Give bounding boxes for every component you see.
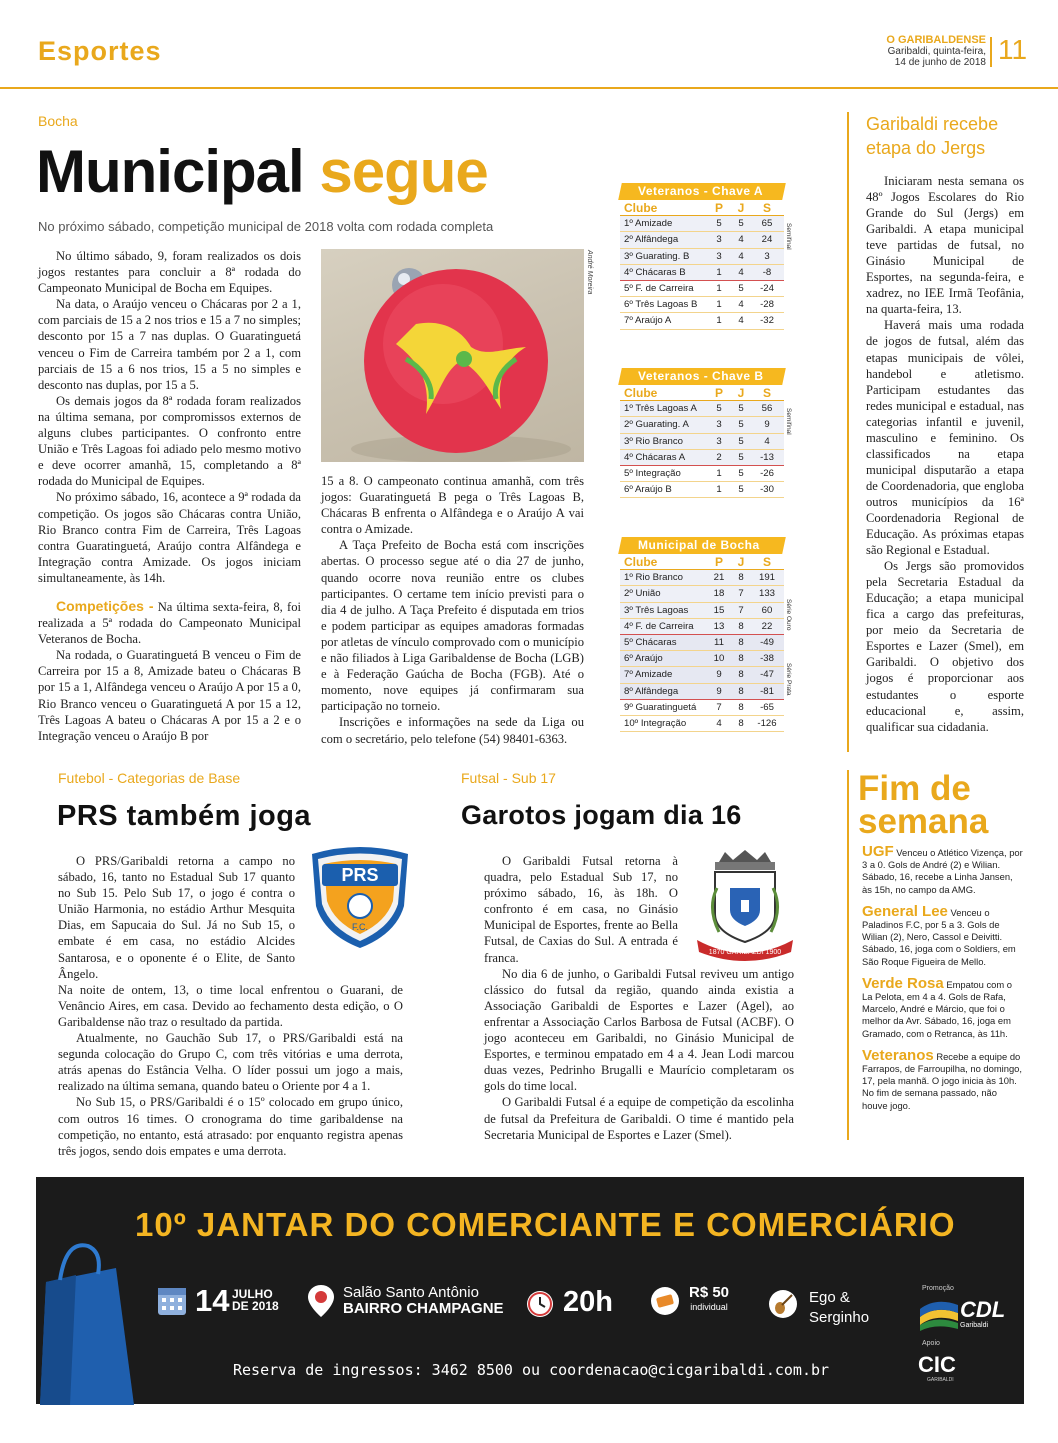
dateline: Garibaldi, quinta-feira, (887, 46, 986, 57)
svg-text:1870 GARIBALDI 1900: 1870 GARIBALDI 1900 (708, 949, 782, 956)
table-veteranos-chave-a (620, 183, 792, 330)
table-row: 4º Chácaras B 1 4 -8 (620, 265, 784, 281)
shopping-bag-graphic (36, 1230, 136, 1405)
paragraph: Na data, o Araújo venceu o Chácaras por 2 a 1, com parciais de 15 a 2 nos trios e 15 a 7 no simples; desconto por 15 a 7 nas duplas. O Guaratinguetá venceu o Fim de Carreira também por 2 a 1, com parciais de 15 a 6 nos trios, 15 a 5 no simples e desconto nas duplas, por 15 a 5. (38, 297, 301, 392)
team-name: General Lee (862, 902, 948, 920)
table-row: 5º Chácaras 11 8 -49 (620, 635, 784, 651)
prs-headline: PRS também joga (57, 800, 312, 832)
paragraph: No próximo sábado, 16, acontece a 9ª rodada da competição. Os jogos são Chácaras contra União, Rio Branco contra Fim de Carreira, Três Lagoas contra Guaratinguetá, Araújo contra Alfândega e Integração contra Amizade. Os jogos iniciam simultaneamente, às 14h. (38, 490, 301, 585)
table-row: 6º Araújo B 1 5 -30 (620, 482, 784, 498)
table-row: 2º Alfândega 3 4 24 (620, 232, 784, 248)
table-row: 4º Chácaras A 2 5 -13 (620, 450, 784, 466)
headline-part-2: segue (319, 138, 488, 205)
paragraph: O Garibaldi Futsal é a equipe de competição da escolinha de futsal da Prefeitura de Garibaldi. O time é mantido pela Secretaria Municipal de Esportes e Lazer (Smel). (484, 1095, 794, 1142)
photo-credit: André Moreira (586, 250, 593, 295)
newspaper-name: O GARIBALDENSE (886, 34, 986, 46)
side-label-prata: Série Prata (785, 663, 792, 696)
ticket-icon (650, 1286, 680, 1316)
table-row: 2º Guarating. A 3 5 9 (620, 417, 784, 433)
svg-text:PRS: PRS (341, 865, 379, 885)
paragraph: O Garibaldi Futsal retorna à quadra, pelo Estadual Sub 17, no próximo sábado, 16, às 18h. O confronto é em casa, no Ginásio Municipal de Esportes, frente ao Bella Futsal, de Caxias do Sul. A entrada é franca. (484, 854, 678, 965)
event-music: Ego & Serginho (809, 1289, 870, 1326)
table-row: 4º F. de Carreira 13 8 22 (620, 619, 784, 635)
bocha-kicker: Bocha (38, 113, 78, 129)
svg-text:F.C.: F.C. (351, 922, 369, 932)
table-row: 3º Guarating. B 3 4 3 (620, 249, 784, 265)
location-pin-icon (307, 1284, 335, 1318)
paragraph: Atualmente, no Gauchão Sub 17, o PRS/Garibaldi está na segunda colocação do Grupo C, com três vitórias e uma derrota, atrás apenas do Estância Velha. O líder possui um jogo a mais, realizado na última semana, quando bateu o Oriente por 4 a 1. (58, 1031, 403, 1094)
table-header-row: Clube P J S (620, 385, 784, 401)
fds-list (862, 843, 1024, 1122)
calendar-icon (157, 1284, 187, 1316)
list-item: Veteranos Recebe a equipe do Farrapos, de Farroupilha, no domingo, 17, pela manhã. O jogo inicia às 10h. No fim de semana passado, não houve jogo. (862, 1046, 1022, 1111)
page-header-info (886, 35, 986, 68)
table-row: 5º F. de Carreira 1 5 -24 (620, 281, 784, 297)
paragraph: O PRS/Garibaldi retorna a campo no sábado, 16, tanto no Estadual Sub 17 quanto no Sub 15. Pelo Sub 17, o jogo é contra o União Harmonia, no estádio Arthur Mesquita Dias, em Sapucaia do Sul. Já no Sub 15, o embate é em casa, no estádio Alcides Santarosa, e o oponente é o Elite, de Santo Ângelo. (58, 854, 295, 981)
list-item: Verde Rosa Empatou com o La Pelota, em 4 a 4. Gols de Rafa, Marcelo, André e Márcio, que foi o melhor da Avr. Sábado, 16, joga em Gramado, com o Retranca, às 11h. (862, 974, 1012, 1039)
table-row: 10º Integração 4 8 -126 (620, 716, 784, 732)
paragraph: Inscrições e informações na sede da Liga ou com o secretário, pelo telefone (54) 98401-6363. (321, 715, 584, 746)
table-row: 7º Amizade 9 8 -47 (620, 667, 784, 683)
jergs-body (866, 173, 1024, 735)
paragraph: A Taça Prefeito de Bocha está com inscrições abertas. O processo segue até o dia 27 de junho, quando ocorre nova reunião entre os clubes participantes. O certame tem início previsti para o dia 4 de julho. A Taça Prefeito é disputada em trios e podem participar as equipes amadoras formadas por atletas de vínculo comprovado com o município e não filiados à Liga Garibaldense de Bocha (LGB) e à Federação Gaúcha de Bocha (FGB). Até o momento, nove equipes já confirmaram sua participação no torneio. (321, 538, 584, 714)
table-header-row: Clube P J S (620, 200, 784, 216)
side-label: Semifinal (785, 408, 792, 435)
list-item: General Lee Venceu o Paladinos F.C, por 5 a 3. Gols de Wilian (2), Nero, Cassol e Deivitti. Sábado, 16, joga com o Soldiers, em São Roque Figueira de Mello. (862, 902, 1016, 967)
paragraph: Os demais jogos da 8ª rodada foram realizados na última semana, por compromissos externos de alguns clubes participantes. O confronto entre União e Três Lagoas foi adiado pelo mesmo motivo e deve ocorrer amanhã, 15, completando a 8ª rodada do Municipal de Equipes. (38, 393, 301, 489)
cdl-logo: CDL Garibaldi (918, 1295, 1008, 1333)
table-row: 2º União 18 7 133 (620, 586, 784, 602)
table-veteranos-chave-b (620, 368, 792, 498)
table-municipal-de-bocha (620, 537, 792, 732)
sidebar-divider (847, 112, 849, 752)
table-header-row: Clube P J S (620, 554, 784, 570)
guitar-icon (768, 1289, 798, 1319)
date: 14 de junho de 2018 (894, 57, 986, 68)
paragraph: No dia 6 de junho, o Garibaldi Futsal reviveu um antigo clássico do futsal da região, quando ainda existia a Associação Garibaldi de Esportes e Lazer (Agel), ao enfrentar a Associação Carlos Barbosa de Futsal (ACBF). O jogo aconteceu em Garibaldi, no Ginásio Municipal de Esportes, e terminou empatado em 4 a 4. Jean Lodi marcou duas vezes, Pedrinho Brugalli e Maurício completaram os gols do time local. (484, 966, 794, 1094)
bocha-column-2 (321, 473, 584, 747)
cic-sub: GARIBALDI (927, 1377, 954, 1383)
bocha-column-1 (38, 248, 301, 744)
bocha-headline (36, 132, 488, 212)
section-title: Esportes (38, 36, 162, 66)
ad-reservation: Reserva de ingressos: 3462 8500 ou coordenacao@cicgaribaldi.com.br (233, 1361, 830, 1379)
side-label-ouro: Série Ouro (785, 599, 792, 631)
event-price: R$ 50 individual (689, 1284, 730, 1312)
futsal-headline: Garotos jogam dia 16 (461, 800, 742, 830)
promo-label: Promoção (922, 1285, 954, 1292)
team-name: Veteranos (862, 1046, 934, 1064)
paragraph: Iniciaram nesta semana os 48º Jogos Escolares do Rio Grande do Sul (Jergs) em Garibaldi. A etapa municipal teve partidas de futsal, no Ginásio Municipal de Esportes, na segunda-feira, e xadrez, no IEE Irmã Teofânia, na quarta-feira, 13. (866, 174, 1024, 317)
clock-icon (525, 1289, 555, 1319)
table-row: 1º Amizade 5 5 65 (620, 216, 784, 232)
paragraph: No último sábado, 9, foram realizados os dois jogos restantes para concluir a 8ª rodada do Campeonato Municipal de Bocha em Equipes. (38, 249, 301, 296)
prs-body (58, 853, 403, 1159)
paragraph: Na rodada, o Guaratinguetá B venceu o Fim de Carreira por 15 a 8, Amizade bateu o Chácaras B por 15 a 1, Alfândega venceu o Araújo A por 15 a 0, Rio Branco venceu o Guaratinguetá A por 15 a 12, Três Lagoas A bateu o Chácaras A por 15 a 2 e o Integração venceu o Araújo B por (38, 648, 301, 743)
event-day: 14 (195, 1283, 230, 1318)
bocha-dek: No próximo sábado, competição municipal de 2018 volta com rodada completa (38, 219, 494, 234)
event-venue: Salão Santo Antônio BAIRRO CHAMPAGNE (343, 1284, 504, 1317)
table-row: 3º Três Lagoas 15 7 60 (620, 603, 784, 619)
team-name: UGF (862, 843, 894, 860)
table-row: 1º Rio Branco 21 8 191 (620, 570, 784, 586)
paragraph: No Sub 15, o PRS/Garibaldi é o 15º colocado em grupo único, com outros 16 times. O cronograma do time garibaldense na competição, no entanto, está atrasado: por enquanto registra apenas três jogos, sendo dois empates e uma derrota. (58, 1095, 403, 1158)
table-title: Veteranos - Chave A (618, 183, 786, 200)
header-rule (0, 87, 1058, 89)
cdl-logo-icon (918, 1295, 962, 1331)
shopping-bag-icon (36, 1230, 136, 1405)
ad-title: 10º JANTAR DO COMERCIANTE E COMERCIÁRIO (135, 1206, 956, 1243)
bocha-ball-photo (321, 249, 584, 462)
page-number: 11 (998, 34, 1028, 65)
cic-logo: CIC (918, 1352, 956, 1377)
table-row: 7º Araújo A 1 4 -32 (620, 313, 784, 329)
event-time: 20h (563, 1286, 613, 1318)
fds-title: Fim de semana (858, 769, 989, 841)
paragraph: Os Jergs são promovidos pela Secretaria Estadual da Educação; a etapa municipal fica a cargo das prefeituras, por meio da Secretaria de Esportes e Lazer (Smel), em Garibaldi. O objetivo dos jogos é proporcionar aos estudantes o esporte educacional e, assim, qualificar sua cidadania. (866, 559, 1024, 734)
header-divider (990, 37, 992, 67)
table-row: 8º Alfândega 9 8 -81 (620, 684, 784, 700)
paragraph: 15 a 8. O campeonato continua amanhã, com três jogos: Guaratinguetá B pega o Três Lagoas B, Chácaras B enfrenta o Alfândega e o Araújo A vai contra o Amizade. (321, 474, 584, 537)
futsal-body (484, 853, 794, 1143)
fds-divider (847, 770, 849, 1140)
table-row: 6º Três Lagoas B 1 4 -28 (620, 297, 784, 313)
team-name: Verde Rosa (862, 974, 944, 992)
bocha-ball-image (321, 249, 584, 462)
table-row: 5º Integração 1 5 -26 (620, 466, 784, 482)
table-title: Veteranos - Chave B (618, 368, 786, 385)
side-label: Semifinal (785, 223, 792, 250)
prs-kicker: Futebol - Categorias de Base (58, 770, 241, 786)
headline-part-1: Municipal (36, 138, 304, 205)
apoio-label: Apoio (922, 1340, 940, 1347)
table-row: 3º Rio Branco 3 5 4 (620, 434, 784, 450)
paragraph: Na noite de ontem, 13, o time local enfrentou o Guarani, de Venâncio Aires, em casa. Devido ao fechamento desta edição, o O Garibaldense não traz o resultado da partida. (58, 982, 403, 1029)
paragraph: Na última sexta-feira, 8, foi realizada a 5ª rodada do Campeonato Municipal Veteranos de Bocha. (38, 599, 301, 647)
paragraph: Haverá mais uma rodada de jogos de futsal, além das etapas municipais de vôlei, handebol e atletismo. Participam estudantes das redes municipal e estadual, nas categorias infantil e juvenil, masculino e feminino. Os classificados na etapa municipal disputarão a etapa de Coordenadoria, que engloba outros municípios da 16ª Coordenadoria Regional de Educação. As próximas etapas são Regional e Estadual. (866, 318, 1024, 558)
futsal-kicker: Futsal - Sub 17 (461, 770, 556, 786)
table-title: Municipal de Bocha (618, 537, 786, 554)
jergs-title: Garibaldi recebe etapa do Jergs (866, 114, 999, 158)
list-item: UGF Venceu o Atlético Vizença, por 3 a 0. Gols de André (2) e Wilian. Sábado, 16, recebe a Linha Jansen, às 15h, no campo da AMG. (862, 843, 1023, 895)
subhead-competicoes: Competições - (56, 597, 154, 614)
event-month: JULHO DE 2018 (232, 1287, 279, 1313)
table-row: 1º Três Lagoas A 5 5 56 (620, 401, 784, 417)
table-row: 6º Araújo 10 8 -38 (620, 651, 784, 667)
table-row: 9º Guaratinguetá 7 8 -65 (620, 700, 784, 716)
